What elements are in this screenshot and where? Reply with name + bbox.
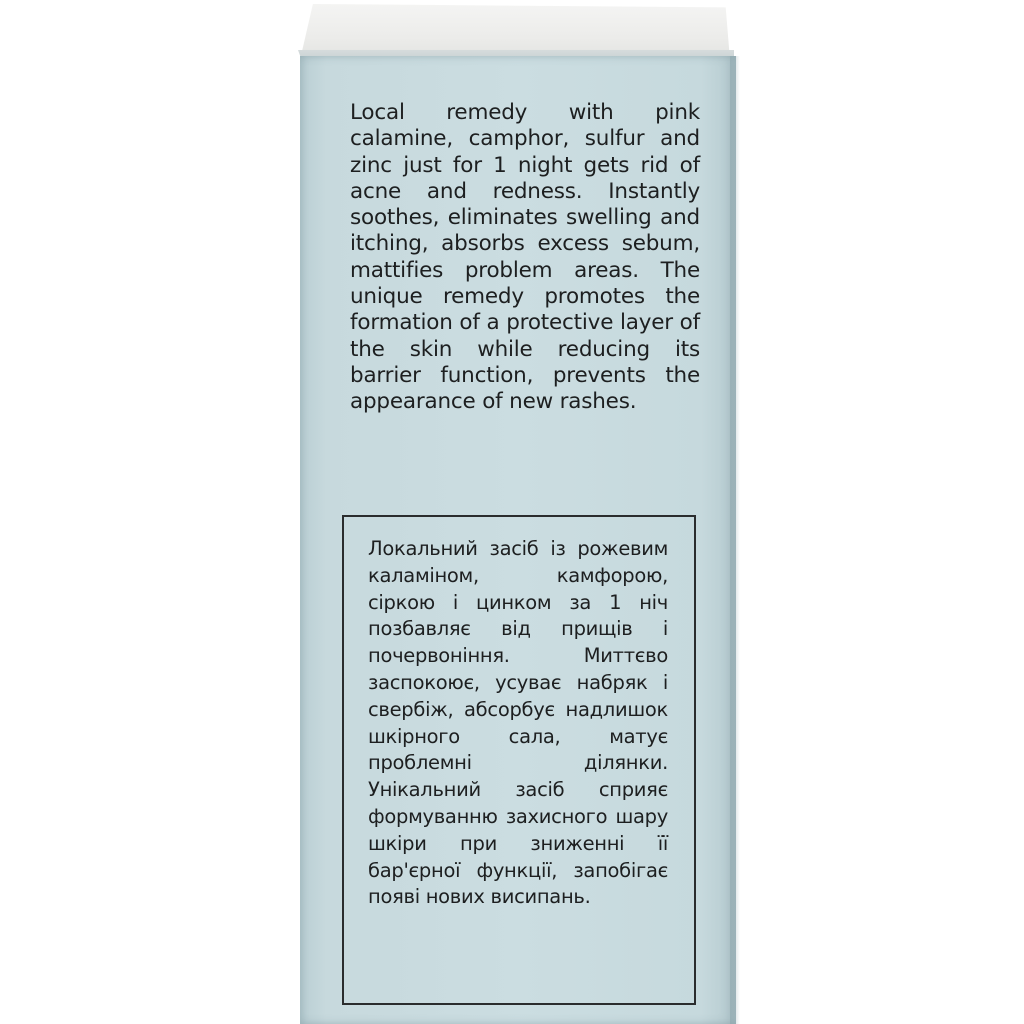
box-edge-shadow (730, 56, 740, 1024)
ukrainian-description: Локальний засіб із рожевим каламіном, камфорою, сіркою і цинком за 1 ніч позбавляє від прищів і почервоніння. Миттєво заспокоює, усуває набряк і свербіж, абсорбує надлишок шкірного сала, матує проблемні ділянки. Унікальний засіб сприяє формуванню захисного шару шкіри при зниженні її бар'єрної функції, запобігає появі нових висипань. (368, 537, 668, 909)
english-description: Local remedy with pink calamine, camphor, sulfur and zinc just for 1 night gets rid of acne and redness. Instantly soothes, eliminates swelling and itching, absorbs excess sebum, mattifies problem areas. The unique remedy promotes the formation of a protective layer of the skin while reducing its barrier function, prevents the appearance of new rashes. (350, 100, 700, 415)
